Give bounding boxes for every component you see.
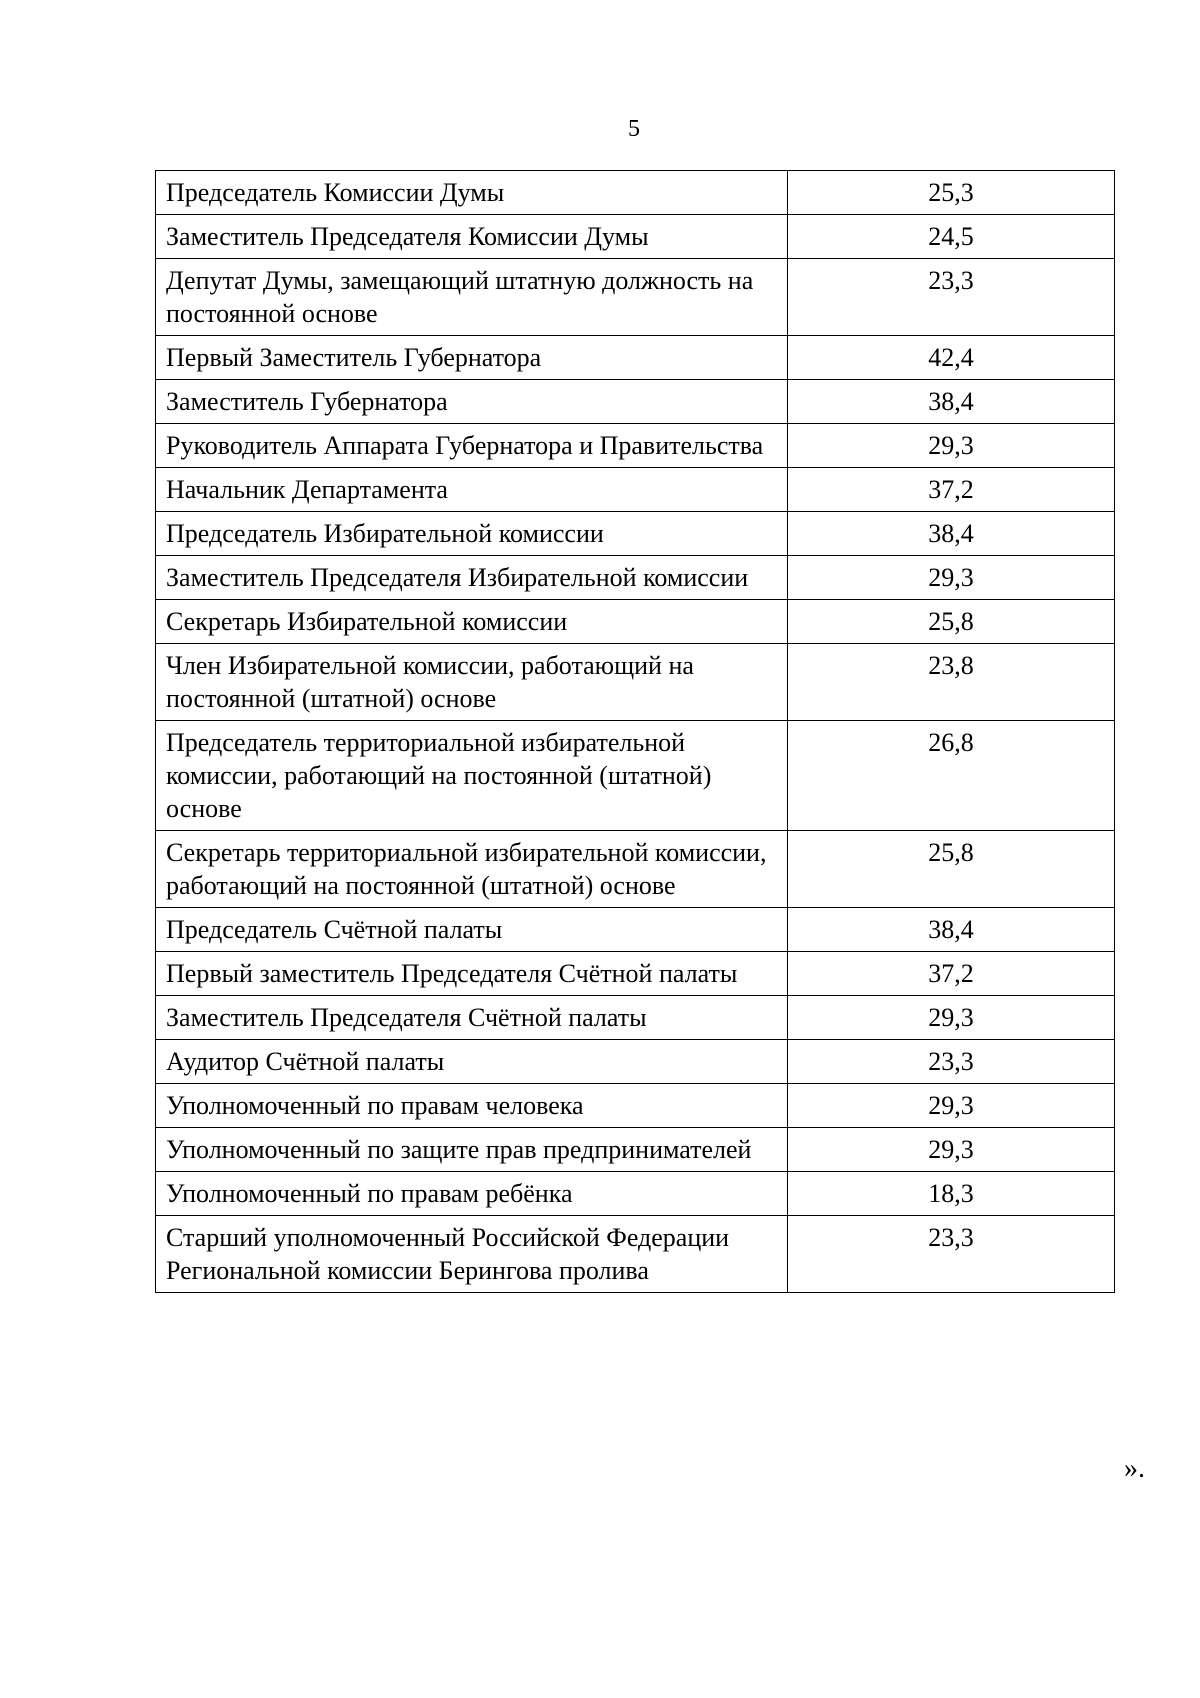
- value-cell: 25,3: [788, 171, 1115, 215]
- value-cell: 24,5: [788, 215, 1115, 259]
- table-row: [156, 996, 1115, 1040]
- position-title-cell: Руководитель Аппарата Губернатора и Правительства: [156, 424, 788, 468]
- table-body: [156, 171, 1115, 1293]
- table-row: [156, 556, 1115, 600]
- table-row: [156, 600, 1115, 644]
- position-value-table: [155, 170, 1115, 1293]
- position-title-cell: Член Избирательной комиссии, работающий на постоянной (штатной) основе: [156, 644, 788, 721]
- position-title-cell: Первый заместитель Председателя Счётной палаты: [156, 952, 788, 996]
- position-title-cell: Председатель Избирательной комиссии: [156, 512, 788, 556]
- position-title-cell: Секретарь территориальной избирательной комиссии, работающий на постоянной (штатной) основе: [156, 831, 788, 908]
- value-cell: 29,3: [788, 556, 1115, 600]
- position-title-cell: Заместитель Губернатора: [156, 380, 788, 424]
- value-cell: 26,8: [788, 721, 1115, 831]
- position-title-cell: Председатель Счётной палаты: [156, 908, 788, 952]
- value-cell: 23,8: [788, 644, 1115, 721]
- value-cell: 29,3: [788, 1128, 1115, 1172]
- table-row: [156, 721, 1115, 831]
- table-row: [156, 215, 1115, 259]
- table-row: [156, 831, 1115, 908]
- value-cell: 25,8: [788, 831, 1115, 908]
- table-row: [156, 1172, 1115, 1216]
- table-row: [156, 468, 1115, 512]
- table-row: [156, 1128, 1115, 1172]
- value-cell: 42,4: [788, 336, 1115, 380]
- position-title-cell: Председатель территориальной избирательной комиссии, работающий на постоянной (штатной) основе: [156, 721, 788, 831]
- value-cell: 29,3: [788, 424, 1115, 468]
- value-cell: 38,4: [788, 512, 1115, 556]
- position-title-cell: Депутат Думы, замещающий штатную должность на постоянной основе: [156, 259, 788, 336]
- table-row: [156, 424, 1115, 468]
- value-cell: 29,3: [788, 996, 1115, 1040]
- position-title-cell: Старший уполномоченный Российской Федерации Региональной комиссии Берингова пролива: [156, 1216, 788, 1293]
- position-title-cell: Уполномоченный по защите прав предпринимателей: [156, 1128, 788, 1172]
- page-number: 5: [628, 116, 640, 142]
- table-row: [156, 336, 1115, 380]
- value-cell: 37,2: [788, 952, 1115, 996]
- position-title-cell: Аудитор Счётной палаты: [156, 1040, 788, 1084]
- position-title-cell: Уполномоченный по правам человека: [156, 1084, 788, 1128]
- table-row: [156, 952, 1115, 996]
- closing-quote-mark: ».: [1124, 1453, 1145, 1484]
- value-cell: 29,3: [788, 1084, 1115, 1128]
- table-row: [156, 644, 1115, 721]
- table-row: [156, 171, 1115, 215]
- position-title-cell: Заместитель Председателя Избирательной комиссии: [156, 556, 788, 600]
- table-row: [156, 1216, 1115, 1293]
- value-cell: 38,4: [788, 380, 1115, 424]
- value-cell: 18,3: [788, 1172, 1115, 1216]
- position-title-cell: Первый Заместитель Губернатора: [156, 336, 788, 380]
- position-title-cell: Уполномоченный по правам ребёнка: [156, 1172, 788, 1216]
- position-title-cell: Заместитель Председателя Счётной палаты: [156, 996, 788, 1040]
- value-cell: 23,3: [788, 1040, 1115, 1084]
- value-cell: 25,8: [788, 600, 1115, 644]
- position-title-cell: Председатель Комиссии Думы: [156, 171, 788, 215]
- table-row: [156, 1040, 1115, 1084]
- value-cell: 23,3: [788, 1216, 1115, 1293]
- table-row: [156, 908, 1115, 952]
- table-row: [156, 1084, 1115, 1128]
- table-row: [156, 259, 1115, 336]
- position-title-cell: Заместитель Председателя Комиссии Думы: [156, 215, 788, 259]
- position-title-cell: Начальник Департамента: [156, 468, 788, 512]
- value-cell: 38,4: [788, 908, 1115, 952]
- table-row: [156, 380, 1115, 424]
- value-cell: 23,3: [788, 259, 1115, 336]
- table-row: [156, 512, 1115, 556]
- value-cell: 37,2: [788, 468, 1115, 512]
- position-title-cell: Секретарь Избирательной комиссии: [156, 600, 788, 644]
